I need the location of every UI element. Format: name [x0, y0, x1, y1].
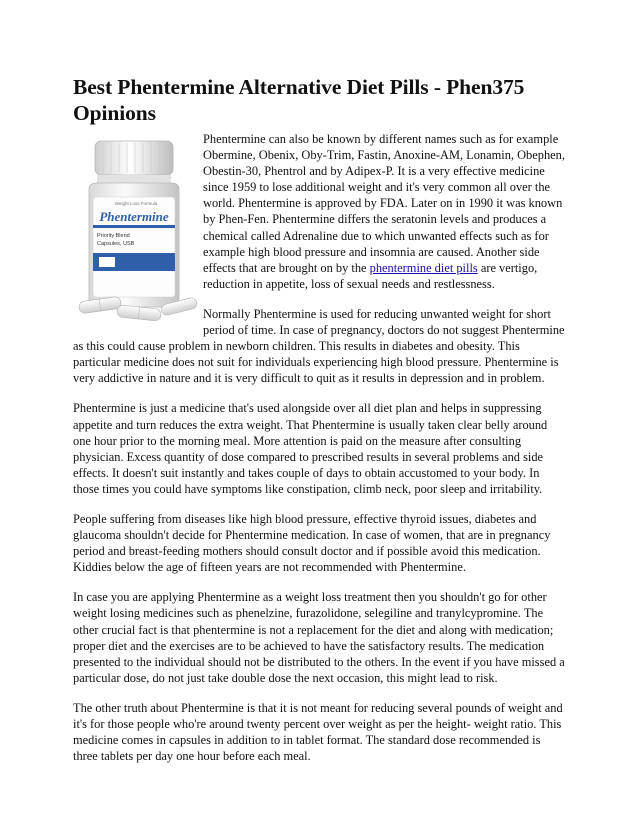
- product-bottle-image: [73, 131, 200, 325]
- paragraph-6: The other truth about Phentermine is that it is not meant for reducing several pounds of weight and it's for those people who're around twenty percent over weight as per the height- weight ratio. This medicine comes in capsules in addition to in tablet format. The standard dose recommended is three tablets per day one hour before each meal.: [73, 700, 563, 764]
- label-sub-line: Priority Blend: [97, 233, 130, 239]
- paragraph-5: In case you are applying Phentermine as a weight loss treatment then you shouldn't go for other weight losing medicines such as phenelzine, furazolidone, selegiline and tranylcypromine. The other crucial fact is that phentermine is not a replacement for the diet and along with medication; proper diet and the exercises are to be achieved to have the satisfactory results. The medication presented to the individual should not be distributed to the others. In the event if you have missed a particular dose, do not just take double dose the next occasion, this might lead to risk.: [73, 590, 565, 685]
- capsules-illustration: [73, 131, 200, 325]
- paragraph-4: People suffering from diseases like high blood pressure, effective thyroid issues, diabetes and glaucoma shouldn't decide for Phentermine medication. In case of women, that are in pregnancy period and breast-feeding mothers should consult doctor and if possible avoid this medication. Kiddies below the age of fifteen years are not recommended with Phentermine.: [73, 511, 551, 575]
- document-page: [73, 74, 568, 778]
- paragraph-3: Phentermine is just a medicine that's used alongside over all diet plan and helps in suppressing appetite and turn reduces the extra weight. That Phentermine is usually taken clear belly around one hour prior to the morning meal. More attention is paid on the measure after consulting physician. Excess quantity of dose compared to prescribed results in several problems and side effects. It doesn't suit instantly and takes couple of days to obtain accustomed to your body. In those times you could have symptoms like constipation, climb neck, poor sleep and irritability.: [73, 401, 548, 496]
- phentermine-diet-pills-link[interactable]: phentermine diet pills: [369, 260, 478, 275]
- label-brand-name: Phentermine: [99, 209, 169, 224]
- label-small-line: Weight Loss Formula: [114, 201, 158, 206]
- page-title: Best Phentermine Alternative Diet Pills - Phen375 Opinions: [73, 75, 525, 125]
- paragraph-intro: Phentermine can also be known by different names such as for example Obermine, Obenix, Oby-Trim, Fastin, Anoxine-AM, Lonamin, Obephen, Obestin-30, Phentrol and by Adipex-P. It is a very effective medicine since 1959 to lose additional weight and it's very common all over the world. Phentermine is approved by FDA. Later on in 1990 it was known by Phen-Fen. Phentermine differs the seratonin levels and produces a chemical called Adrenaline due to which unwanted effects such as for example high blood pressure and insomnia are caused. Another side effects that are brought on by the phentermine diet pills are vertigo, reduction in appetite, loss of sexual needs and restlessness.: [203, 132, 565, 291]
- label-capsules-line: Capsules, USB: [97, 241, 135, 247]
- paragraph-2: Normally Phentermine is used for reducing unwanted weight for short period of time. In case of pregnancy, doctors do not suggest Phentermine as this could cause problem in newborn children. This results in diabetes and obesity. This particular medicine does not suit for individuals experiencing high blood pressure. Phentermine is very addictive in nature and it is very difficult to quit as it results in depression and in problem.: [73, 306, 565, 386]
